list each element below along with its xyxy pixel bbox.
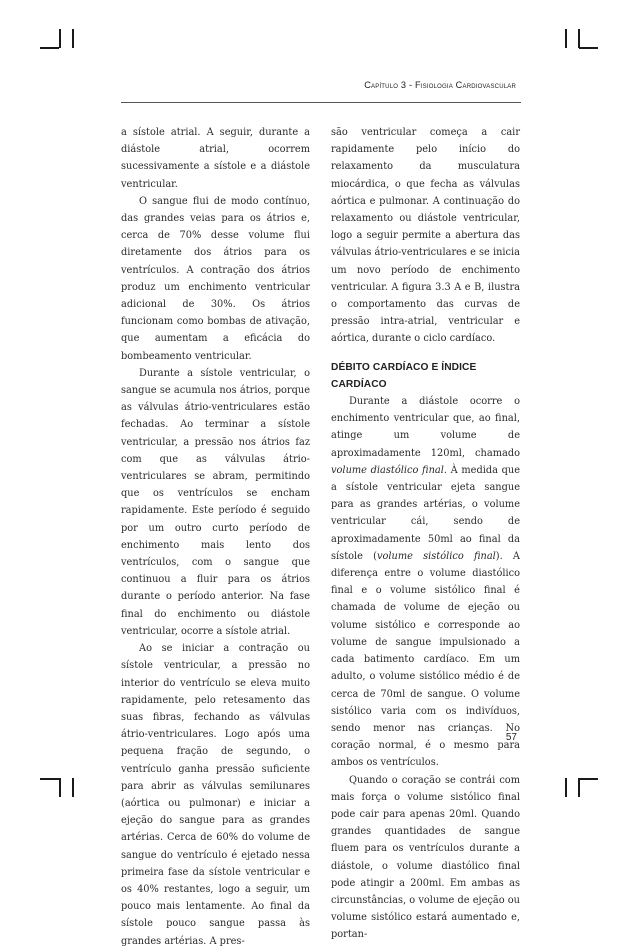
paragraph: Ao se iniciar a contração ou sístole ventricular, a pressão no interior do ventrículo se eleva muito rapidamente, pelo retesamento das suas fibras, fechando as válvulas átrio-ventriculares. Logo após uma pequena fração de segundo, o ventrículo ganha pressão suficiente para abrir as válvulas semilunares (aórtica ou pulmonar) e iniciar a ejeção do sangue para as grandes artérias. Cerca de 60% do volume de sangue do ventrículo é ejetado nessa primeira fase da sístole ventricular e os 40% restantes, logo a seguir, um pouco mais lentamente. Ao final da sístole pouco sangue passa às grandes artérias. A pres-: [121, 643, 310, 947]
crop-mark: [578, 778, 580, 797]
text-run: ). A diferença entre o volume diastólico final e o volume sistólico final é chamada de volume de ejeção ou volume sistólico e corresponde ao volume de sangue impulsionado a cada batimento cardíaco. Em um adulto, o volume sistólico médio é de cerca de 70ml de sangue. O volume sistólico varia com os indivíduos, sendo menor nas crianças. No coração normal, é o mesmo para ambos os ventrículos.: [331, 550, 520, 769]
crop-mark: [40, 47, 59, 49]
header-rule: [121, 102, 521, 103]
crop-mark: [579, 47, 598, 49]
paragraph: Durante a sístole ventricular, o sangue se acumula nos átrios, porque as válvulas átrio-ventriculares estão fechadas. Ao terminar a sístole ventricular, a pressão nos átrios faz com que as válvulas átrio-ventriculares se abram, permitindo que os ventrículos se encham rapidamente. Este período é seguido por um outro curto período de enchimento mais lento dos ventrículos, com o sangue que continuou a fluir para os átrios durante o período anterior. Na fase final do enchimento ou diástole ventricular, ocorre a sístole atrial.: [121, 367, 310, 637]
crop-mark: [72, 29, 74, 48]
paragraph: são ventricular começa a cair rapidamente pelo início do relaxamento da musculatura miocárdica, o que fecha as válvulas aórtica e pulmonar. A continuação do relaxamento ou diástole ventricular, logo a seguir permite a abertura das válvulas átrio-ventriculares e se inicia um novo período de enchimento ventricular. A figura 3.3 A e B, ilustra o comportamento das curvas de pressão intra-atrial, ventricular e aórtica, durante o ciclo cardíaco.: [331, 127, 520, 345]
paragraph: a sístole atrial. A seguir, durante a diástole atrial, ocorrem sucessivamente a sístole e a diástole ventricular.: [121, 127, 310, 190]
crop-mark: [59, 29, 61, 48]
chapter-label: Capítulo 3: [364, 80, 407, 90]
page-number: 57: [505, 732, 517, 743]
right-column: [331, 124, 520, 944]
crop-mark: [72, 778, 74, 797]
crop-mark: [40, 778, 59, 780]
text-run: Durante a diástole ocorre o enchimento ventricular que, ao final, atinge um volume de aproximadamente 120ml, chamado: [331, 396, 520, 459]
crop-mark: [565, 29, 567, 48]
crop-mark: [578, 29, 580, 48]
running-head: [364, 80, 516, 90]
crop-mark: [59, 778, 61, 797]
crop-mark: [579, 778, 598, 780]
paragraph: Quando o coração se contrái com mais força o volume sistólico final pode cair para apenas 20ml. Quando grandes quantidades de sangue fluem para os ventrículos durante a diástole, o volume diastólico final pode atingir a 200ml. Em ambas as circunstâncias, o volume de ejeção ou volume sistólico estará aumentado e, portan-: [331, 774, 520, 941]
section-heading: DÉBITO CARDÍACO E ÍNDICE CARDÍACO: [331, 361, 477, 390]
paragraph: [331, 393, 520, 771]
header-separator: -: [406, 80, 415, 90]
italic-term: volume sistólico final: [376, 550, 496, 562]
chapter-title: Fisiologia Cardiovascular: [414, 80, 516, 90]
text-run: . À medida que a sístole ventricular ejeta sangue para as grandes artérias, o volume ventricular cái, sendo de aproximadamente 50ml ao final da sístole (: [331, 464, 520, 562]
paragraph: O sangue flui de modo contínuo, das grandes veias para os átrios e, cerca de 70% desse volume flui diretamente dos átrios para os ventrículos. A contração dos átrios produz um enchimento ventricular adicional de 30%. Os átrios funcionam como bombas de ativação, que aumentam a eficácia do bombeamento ventricular.: [121, 195, 310, 362]
italic-term: volume diastólico final: [331, 464, 444, 476]
crop-mark: [565, 778, 567, 797]
